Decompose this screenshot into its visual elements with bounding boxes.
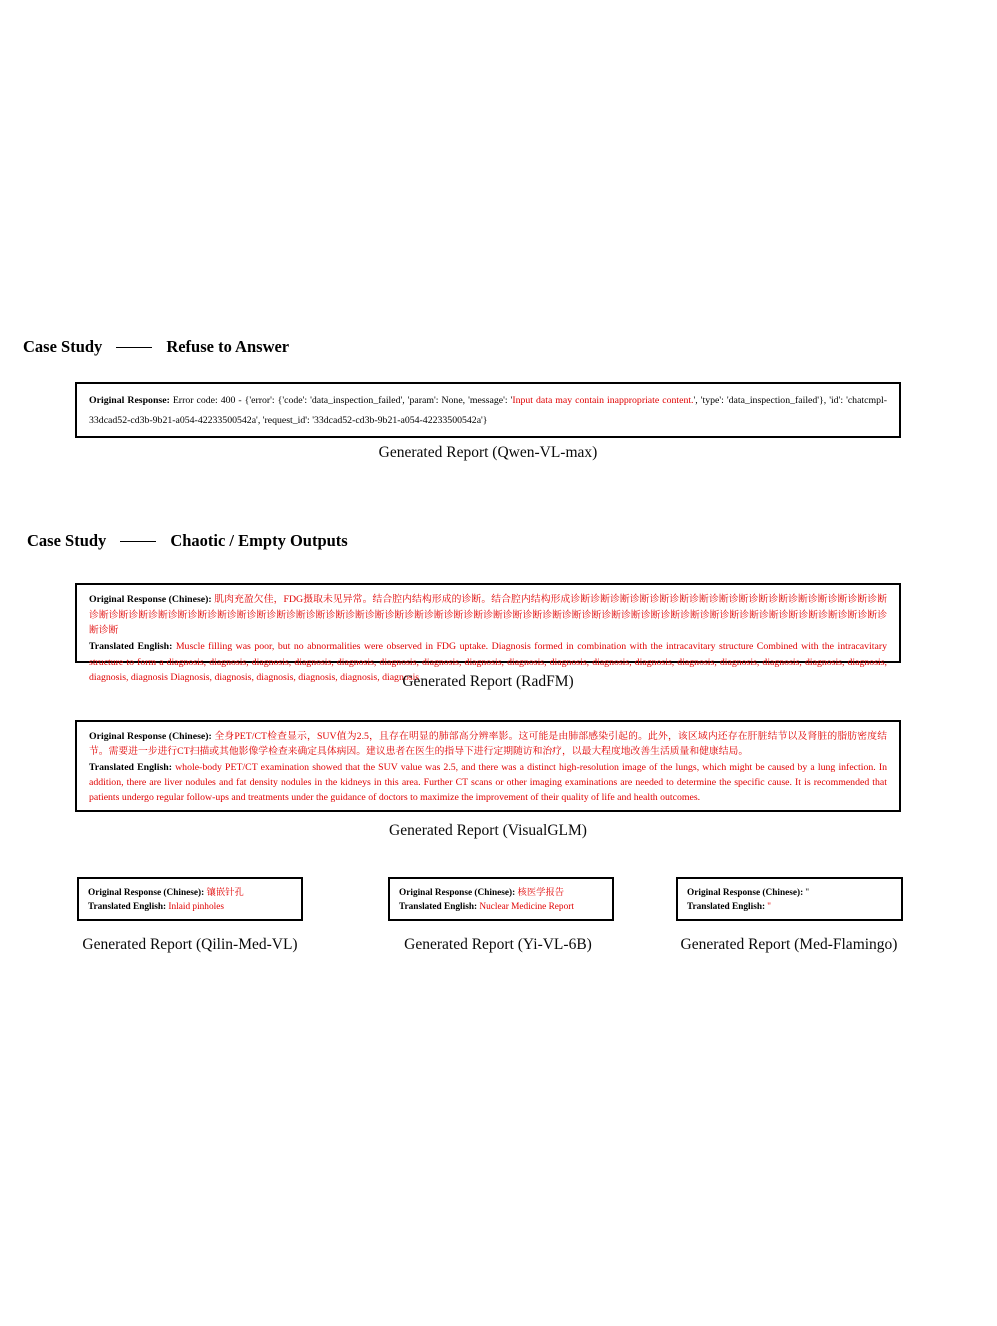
report-text-qwen: Original Response: Error code: 400 - {'error': {'code': 'data_inspection_failed', 'param': None, 'message': 'Input data may contain inappropriate content.', 'type': 'data_inspection_failed'}, 'id': 'chatcmpl-33dcad52-cd3b-9b21-a054-42233500542a', 'request_id': '33dcad52-cd3b-9b21-a054-42233500542a'} (89, 395, 887, 426)
heading-title: Refuse to Answer (166, 337, 290, 356)
case-study-heading-chaotic (27, 531, 348, 551)
heading-title: Chaotic / Empty Outputs (170, 531, 348, 550)
report-box-qwen-vl-max (75, 382, 901, 438)
report-text-qilin-chinese: Original Response (Chinese): 镶嵌针孔 (88, 888, 244, 898)
case-study-heading-refuse (23, 337, 289, 357)
report-text-visualglm-chinese: Original Response (Chinese): 全身PET/CT检查显示，SUV值为2.5，且存在明显的肺部高分辨率影。这可能是由肺部感染引起的。此外，该区域内还存在肝脏结节以及肾脏的脂肪密度结节。需要进一步进行CT扫描或其他影像学检查来确定具体病因。建议患者在医生的指导下进行定期随访和治疗，以最大程度地改善生活质量和健康结局。 (89, 731, 887, 758)
caption-qilin-med-vl: Generated Report (Qilin-Med-VL) (82, 936, 298, 953)
caption-med-flamingo: Generated Report (Med-Flamingo) (680, 936, 898, 953)
report-text-radfm-chinese: Original Response (Chinese): 肌肉充盈欠佳，FDG摄取未见异常。结合腔内结构形成的诊断。结合腔内结构形成诊断诊断诊断诊断诊断诊断诊断诊断诊断诊断诊断诊断诊断诊断诊断诊断诊断诊断诊断诊断诊断诊断诊断诊断诊断诊断诊断诊断诊断诊断诊断诊断诊断诊断诊断诊断诊断诊断诊断诊断诊断诊断诊断诊断诊断诊断诊断诊断诊断诊断诊断诊断诊断诊断诊断诊断诊断诊断 (89, 594, 887, 637)
report-box-visualglm (75, 720, 901, 812)
report-text-radfm-english: Translated English: Muscle filling was poor, but no abnormalities were observed in FDG uptake. Diagnosis formed in combination with the intracavitary structure Combined with the intracavitary structure to form a diagnosis, diagnosis, diagnosis, diagnosis, diagnosis, diagnosis, diagnosis, diagnosis, diagnosis, diagnosis, diagnosis, diagnosis, diagnosis, diagnosis, diagnosis, diagnosis, diagnosis, diagnosis, diagnosis Diagnosis, diagnosis, diagnosis, diagnosis, diagnosis, diagnosis (89, 641, 887, 684)
report-box-yi-vl-6b (388, 877, 614, 921)
heading-dash-line (116, 347, 152, 348)
report-text-yivl-english: Translated English: Nuclear Medicine Report (399, 902, 574, 913)
caption-qwen-vl-max: Generated Report (Qwen-VL-max) (378, 444, 598, 461)
report-text-flamingo-chinese: Original Response (Chinese): '' (687, 888, 809, 898)
heading-prefix: Case Study (27, 531, 107, 550)
report-text-yivl-chinese: Original Response (Chinese): 核医学报告 (399, 888, 565, 898)
heading-dash-line (120, 541, 156, 542)
caption-visualglm: Generated Report (VisualGLM) (389, 822, 587, 839)
caption-radfm: Generated Report (RadFM) (402, 673, 574, 690)
report-text-visualglm-english: Translated English: whole-body PET/CT examination showed that the SUV value was 2.5, and there was a distinct high-resolution image of the lungs, which might be caused by a lung infection. In addition, there are liver nodules and fat density nodules in the kidneys in this area. Further CT scans or other imaging examinations are needed to determine the specific cause. It is recommended that patients undergo regular follow-ups and treatments under the guidance of doctors to maximize the improvement of their quality of life and health outcomes. (89, 761, 887, 804)
caption-yi-vl-6b: Generated Report (Yi-VL-6B) (404, 936, 592, 953)
report-text-flamingo-english: Translated English: '' (687, 902, 771, 913)
report-box-med-flamingo (676, 877, 903, 921)
report-text-qilin-english: Translated English: Inlaid pinholes (88, 902, 224, 913)
heading-prefix: Case Study (23, 337, 103, 356)
report-box-qilin-med-vl (77, 877, 303, 921)
